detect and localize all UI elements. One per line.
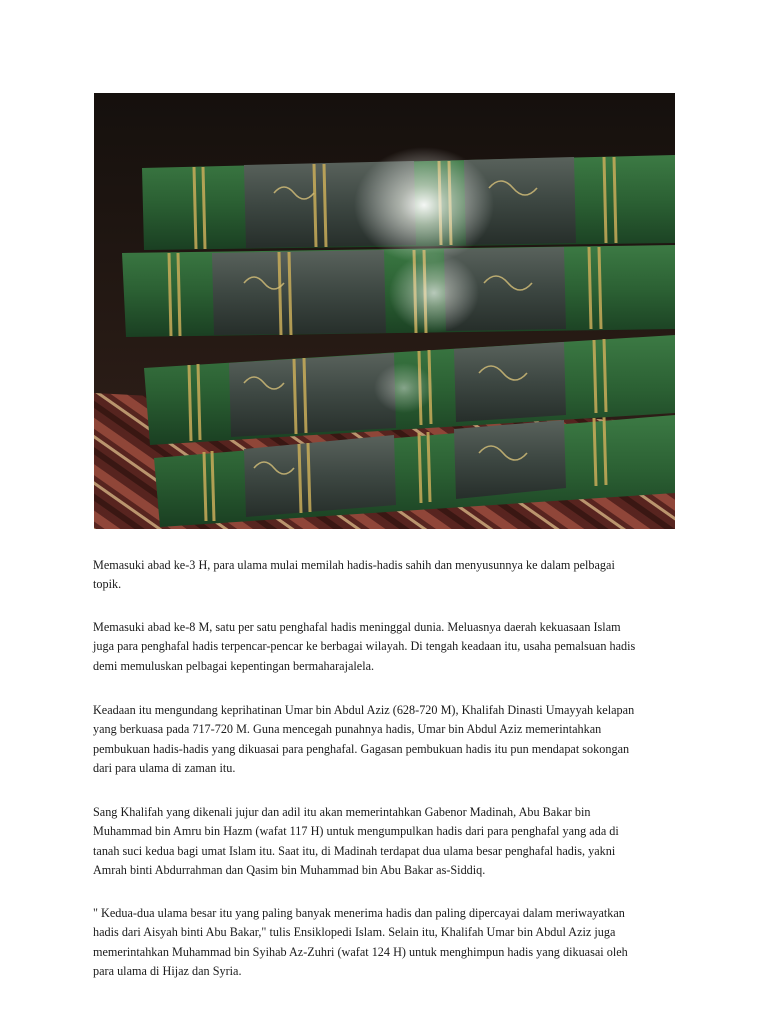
paragraph-5-line-2: hadis dari Aisyah binti Abu Bakar," tulis Ensiklopedi Islam. Selain itu, Khalifah Umar bin Abdul Aziz juga: [93, 925, 616, 940]
paragraph-2-line-2: juga para penghafal hadis terpencar-pencar ke berbagai wilayah. Di tengah keadaan itu, usaha pemalsuan hadis: [93, 639, 636, 654]
books-photo: [94, 93, 675, 529]
paragraph-5-line-3: memerintahkan Muhammad bin Syihab Az-Zuhri (wafat 124 H) untuk menghimpun hadis yang dikuasai oleh: [93, 944, 628, 959]
books-illustration: [94, 93, 675, 529]
paragraph-3-line-2: yang berkuasa pada 717-720 M. Guna mencegah punahnya hadis, Umar bin Abdul Aziz memerintahkan: [93, 722, 602, 737]
paragraph-5-line-4: para ulama di Hijaz dan Syria.: [93, 964, 242, 979]
paragraph-4-line-1: Sang Khalifah yang dikenali jujur dan adil itu akan memerintahkan Gabenor Madinah, Abu Bakar bin: [93, 805, 591, 819]
paragraph-1-line-2: topik.: [93, 577, 122, 592]
paragraph-1-line-1: Memasuki abad ke-3 H, para ulama mulai memilah hadis-hadis sahih dan menyusunnya ke dalam pelbagai: [93, 558, 615, 572]
paragraph-3-line-4: dari para ulama di zaman itu.: [93, 761, 236, 776]
paragraph-4-line-2: Muhammad bin Amru bin Hazm (wafat 117 H) untuk mengumpulkan hadis dari para penghafal yang ada di: [93, 824, 619, 839]
paragraph-3-line-1: Keadaan itu mengundang keprihatinan Umar bin Abdul Aziz (628-720 M), Khalifah Dinasti Umayyah kelapan: [93, 703, 635, 717]
paragraph-4-line-4: Amrah binti Abdurrahman dan Qasim bin Muhammad bin Abu Bakar as-Siddiq.: [93, 863, 486, 878]
paragraph-5-line-1: " Kedua-dua ulama besar itu yang paling banyak menerima hadis dan paling dipercayai dalam meriwayatkan: [93, 906, 625, 920]
paragraph-3: [93, 701, 673, 779]
paragraph-4-line-3: tanah suci kedua bagi umat Islam itu. Saat itu, di Madinah terdapat dua ulama besar penghafal hadis, yakni: [93, 843, 616, 858]
paragraph-4: [93, 803, 673, 881]
paragraph-3-line-3: pembukuan hadis-hadis yang dikuasai para penghafal. Gagasan pembukuan hadis itu pun mendapat sokongan: [93, 741, 630, 756]
paragraph-1: [93, 556, 673, 595]
paragraph-2-line-1: Memasuki abad ke-8 M, satu per satu penghafal hadis meninggal dunia. Meluasnya daerah kekuasaan Islam: [93, 620, 621, 634]
paragraph-5: [93, 904, 673, 982]
paragraph-2-line-3: demi memuluskan pelbagai kepentingan bermaharajalela.: [93, 658, 375, 673]
paragraph-2: [93, 618, 673, 676]
